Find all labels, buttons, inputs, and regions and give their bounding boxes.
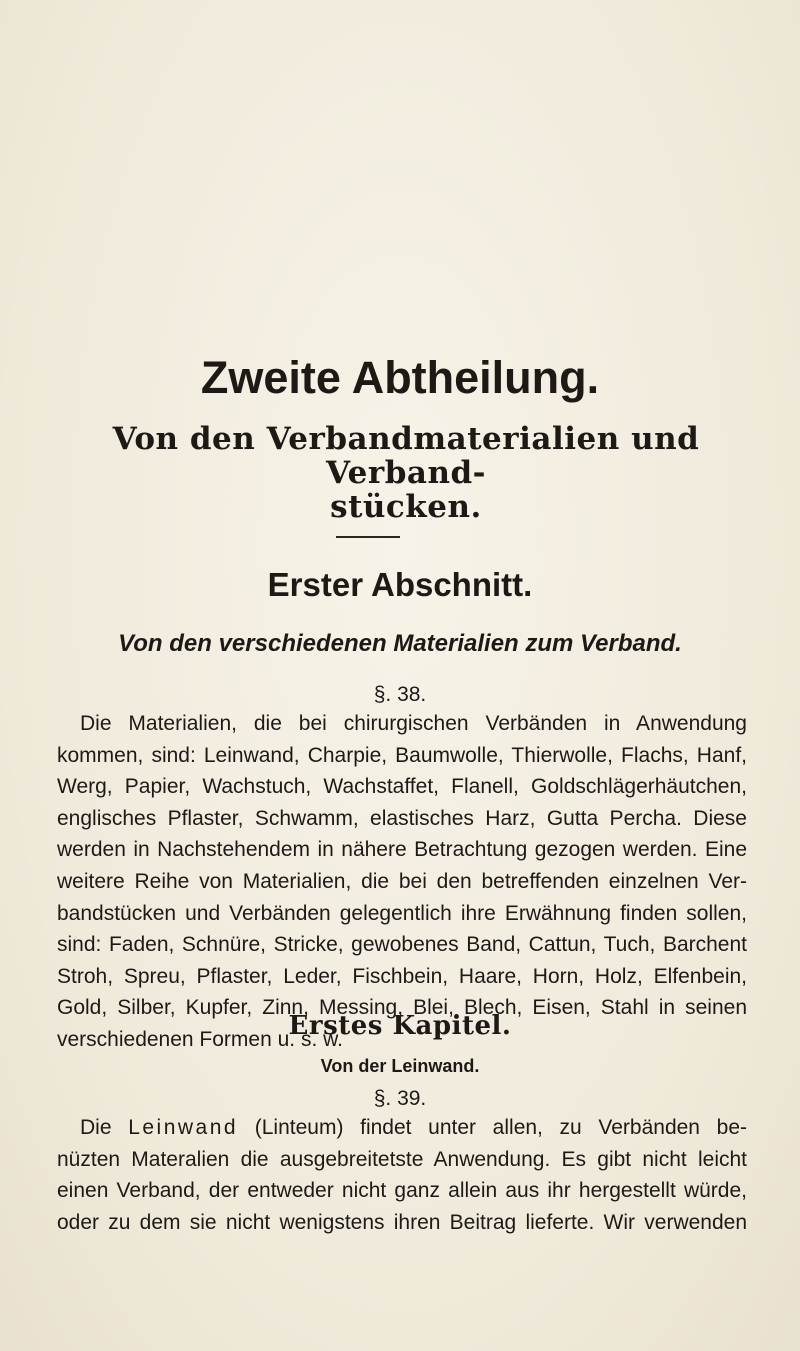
paragraph-mark-39: §. 39.	[373, 1087, 427, 1110]
text-line: Gold, Silber, Kupfer, Zinn, Messing, Blei, Blech, Eisen, Stahl in seinen	[57, 996, 747, 1020]
paragraph-39-text	[57, 1112, 747, 1238]
text-line: einen Verband, der entweder nicht ganz allein aus ihr hergestellt würde,	[57, 1179, 747, 1203]
part-subtitle	[66, 422, 746, 524]
text-line	[57, 1112, 747, 1144]
text-line: Werg, Papier, Wachstuch, Wachstaffet, Flanell, Goldschlägerhäutchen,	[57, 775, 747, 799]
section-title: Erster Abschnitt.	[267, 566, 533, 603]
text-line: sind: Faden, Schnüre, Stricke, gewobenes Band, Cattun, Tuch, Barchent	[57, 933, 747, 957]
emphasized-term: Leinwand	[128, 1116, 239, 1139]
text-fragment: Die	[80, 1116, 129, 1139]
section-divider	[336, 536, 400, 538]
text-line: nüzten Materalien die ausgebreitetste Anwendung. Es gibt nicht leicht	[57, 1147, 747, 1171]
text-line: bandstücken und Verbänden gelegentlich ihre Erwähnung finden sollen,	[57, 901, 747, 925]
paragraph-38-text	[57, 708, 747, 1056]
text-fragment: (Linteum) findet unter allen, zu Verbänden be-	[238, 1116, 747, 1139]
text-line: weitere Reihe von Materialien, die bei den betreffenden einzelnen Ver-	[57, 869, 747, 893]
paragraph-mark-38: §. 38.	[373, 683, 427, 706]
text-line: kommen, sind: Leinwand, Charpie, Baumwolle, Thierwolle, Flachs, Hanf,	[57, 743, 747, 767]
part-subtitle-line-2: stücken.	[330, 489, 482, 525]
text-line: werden in Nachstehendem in nähere Betrachtung gezogen werden. Eine	[57, 838, 747, 862]
text-line: englisches Pflaster, Schwamm, elastisches Harz, Gutta Percha. Diese	[57, 806, 747, 830]
chapter-title: Erstes Kapitel.	[288, 1011, 512, 1041]
part-subtitle-line-1: Von den Verbandmaterialien und Verband-	[112, 421, 700, 491]
text-line: verschiedenen Formen u. s. w.	[57, 1027, 343, 1051]
section-subtitle: Von den verschiedenen Materialien zum Verband.	[118, 630, 682, 657]
text-line: Die Materialien, die bei chirurgischen Verbänden in Anwendung	[80, 712, 747, 735]
chapter-subtitle: Von der Leinwand.	[320, 1056, 480, 1076]
text-line: Stroh, Spreu, Pflaster, Leder, Fischbein, Haare, Horn, Holz, Elfenbein,	[57, 964, 747, 988]
text-line: oder zu dem sie nicht wenigstens ihren Beitrag lieferte. Wir verwenden	[57, 1210, 747, 1234]
part-title: Zweite Abtheilung.	[200, 352, 600, 403]
